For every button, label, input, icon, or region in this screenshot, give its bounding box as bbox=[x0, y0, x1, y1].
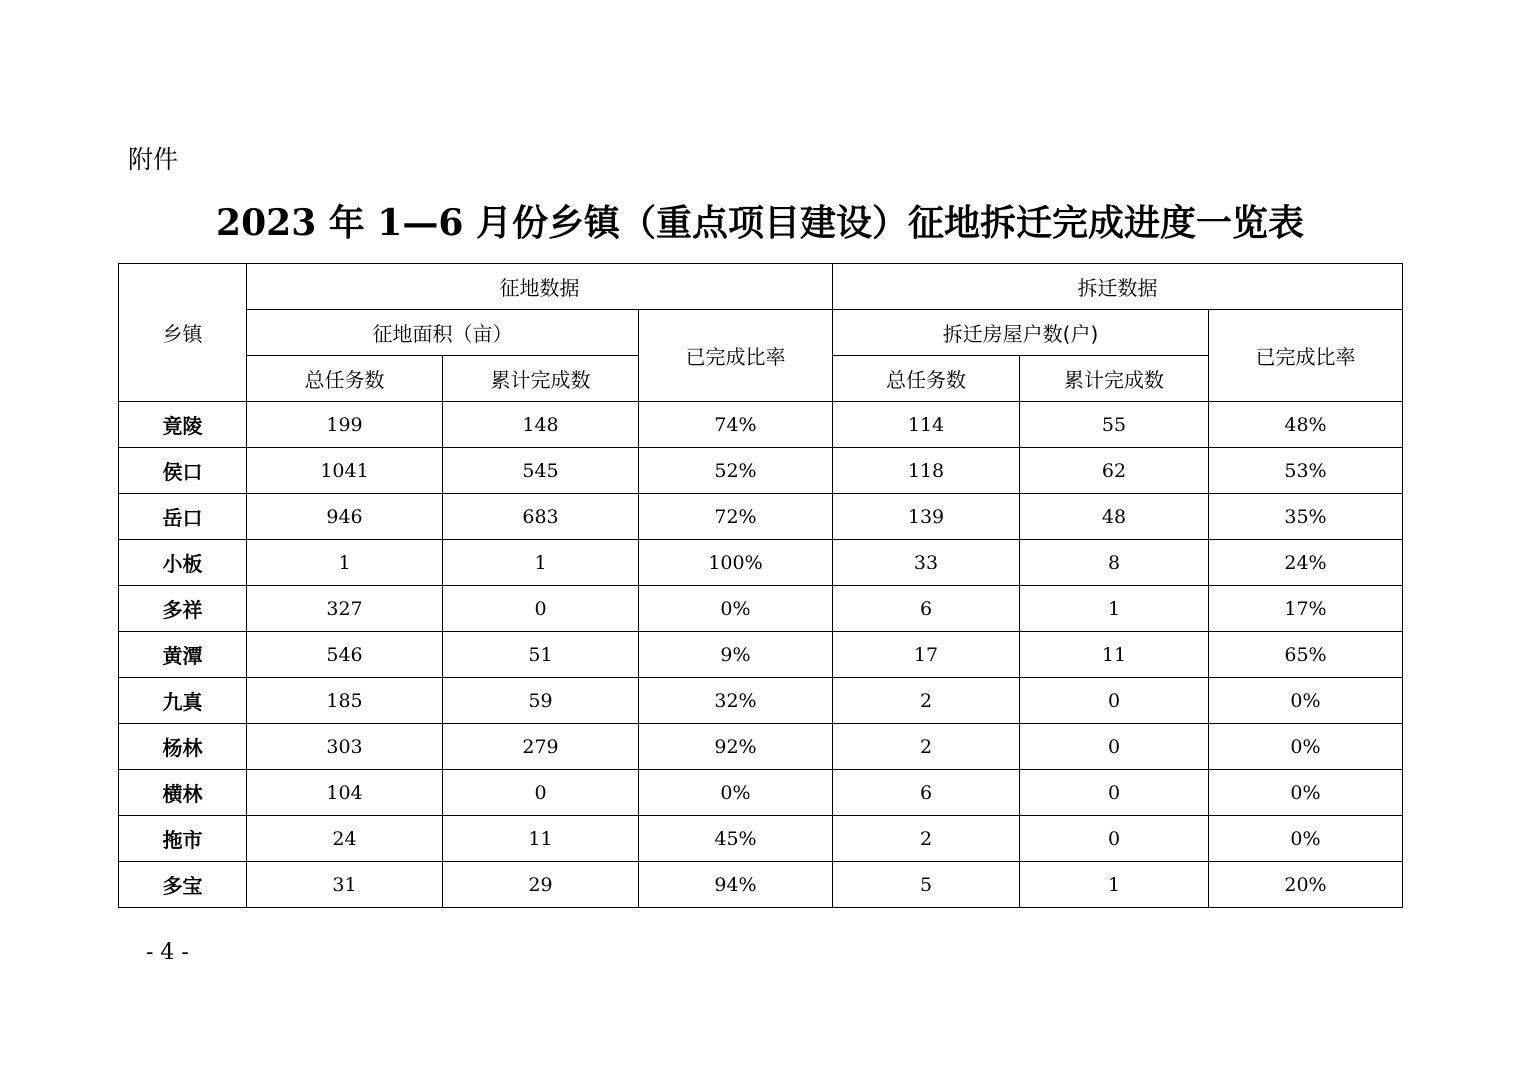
land-rate-cell: 45% bbox=[639, 816, 833, 862]
land-group-header: 征地数据 bbox=[247, 264, 833, 310]
table-row bbox=[119, 632, 1403, 678]
demolition-total-cell: 118 bbox=[833, 448, 1020, 494]
land-done-cell: 279 bbox=[443, 724, 639, 770]
land-area-header: 征地面积（亩） bbox=[247, 310, 639, 356]
land-done-cell: 545 bbox=[443, 448, 639, 494]
town-cell: 横林 bbox=[119, 770, 247, 816]
land-rate-cell: 9% bbox=[639, 632, 833, 678]
document-title: 2023 年 1—6 月份乡镇（重点项目建设）征地拆迁完成进度一览表 bbox=[216, 202, 1304, 244]
land-total-cell: 1041 bbox=[247, 448, 443, 494]
land-total-cell: 104 bbox=[247, 770, 443, 816]
demolition-total-cell: 139 bbox=[833, 494, 1020, 540]
demolition-done-cell: 48 bbox=[1020, 494, 1209, 540]
land-done-cell: 51 bbox=[443, 632, 639, 678]
land-done-cell: 29 bbox=[443, 862, 639, 908]
town-cell: 竟陵 bbox=[119, 402, 247, 448]
land-total-cell: 24 bbox=[247, 816, 443, 862]
demolition-done-cell: 0 bbox=[1020, 770, 1209, 816]
demolition-rate-header: 已完成比率 bbox=[1209, 310, 1403, 402]
demolition-rate-cell: 0% bbox=[1209, 816, 1403, 862]
demolition-total-cell: 2 bbox=[833, 678, 1020, 724]
demolition-done-cell: 0 bbox=[1020, 816, 1209, 862]
table-row bbox=[119, 540, 1403, 586]
land-rate-cell: 100% bbox=[639, 540, 833, 586]
demolition-total-cell: 6 bbox=[833, 586, 1020, 632]
land-total-cell: 303 bbox=[247, 724, 443, 770]
land-done-header: 累计完成数 bbox=[443, 356, 639, 402]
demolition-done-cell: 11 bbox=[1020, 632, 1209, 678]
land-total-cell: 185 bbox=[247, 678, 443, 724]
land-total-cell: 327 bbox=[247, 586, 443, 632]
demolition-done-header: 累计完成数 bbox=[1020, 356, 1209, 402]
table-row bbox=[119, 724, 1403, 770]
land-rate-cell: 0% bbox=[639, 770, 833, 816]
land-rate-cell: 0% bbox=[639, 586, 833, 632]
table-row bbox=[119, 770, 1403, 816]
demolition-rate-cell: 48% bbox=[1209, 402, 1403, 448]
table-row bbox=[119, 586, 1403, 632]
demolition-total-cell: 2 bbox=[833, 816, 1020, 862]
demolition-rate-cell: 0% bbox=[1209, 770, 1403, 816]
land-total-cell: 1 bbox=[247, 540, 443, 586]
land-done-cell: 59 bbox=[443, 678, 639, 724]
land-done-cell: 0 bbox=[443, 770, 639, 816]
town-cell: 黄潭 bbox=[119, 632, 247, 678]
demolition-group-header: 拆迁数据 bbox=[833, 264, 1403, 310]
table-row bbox=[119, 494, 1403, 540]
land-done-cell: 0 bbox=[443, 586, 639, 632]
demolition-rate-cell: 65% bbox=[1209, 632, 1403, 678]
demolition-done-cell: 0 bbox=[1020, 724, 1209, 770]
demolition-done-cell: 8 bbox=[1020, 540, 1209, 586]
town-cell: 岳口 bbox=[119, 494, 247, 540]
town-cell: 多祥 bbox=[119, 586, 247, 632]
attachment-label: 附件 bbox=[128, 145, 179, 174]
table-row bbox=[119, 862, 1403, 908]
demolition-rate-cell: 20% bbox=[1209, 862, 1403, 908]
demolition-done-cell: 55 bbox=[1020, 402, 1209, 448]
land-done-cell: 148 bbox=[443, 402, 639, 448]
town-cell: 侯口 bbox=[119, 448, 247, 494]
demolition-done-cell: 1 bbox=[1020, 586, 1209, 632]
land-rate-cell: 72% bbox=[639, 494, 833, 540]
town-cell: 多宝 bbox=[119, 862, 247, 908]
page-number: - 4 - bbox=[146, 940, 189, 965]
land-total-cell: 946 bbox=[247, 494, 443, 540]
land-rate-cell: 94% bbox=[639, 862, 833, 908]
demolition-rate-cell: 0% bbox=[1209, 678, 1403, 724]
demolition-total-cell: 2 bbox=[833, 724, 1020, 770]
table-row bbox=[119, 402, 1403, 448]
land-rate-cell: 32% bbox=[639, 678, 833, 724]
demolition-done-cell: 1 bbox=[1020, 862, 1209, 908]
land-total-cell: 546 bbox=[247, 632, 443, 678]
land-rate-header: 已完成比率 bbox=[639, 310, 833, 402]
town-header: 乡镇 bbox=[119, 264, 247, 402]
demolition-total-cell: 5 bbox=[833, 862, 1020, 908]
demolition-total-header: 总任务数 bbox=[833, 356, 1020, 402]
demolition-rate-cell: 17% bbox=[1209, 586, 1403, 632]
land-rate-cell: 74% bbox=[639, 402, 833, 448]
header-row-2 bbox=[119, 310, 1403, 356]
demolition-households-header: 拆迁房屋户数(户) bbox=[833, 310, 1209, 356]
table-row bbox=[119, 678, 1403, 724]
table-row bbox=[119, 816, 1403, 862]
land-rate-cell: 92% bbox=[639, 724, 833, 770]
demolition-rate-cell: 24% bbox=[1209, 540, 1403, 586]
town-cell: 九真 bbox=[119, 678, 247, 724]
demolition-done-cell: 62 bbox=[1020, 448, 1209, 494]
land-total-header: 总任务数 bbox=[247, 356, 443, 402]
town-cell: 杨林 bbox=[119, 724, 247, 770]
demolition-total-cell: 17 bbox=[833, 632, 1020, 678]
demolition-done-cell: 0 bbox=[1020, 678, 1209, 724]
town-cell: 拖市 bbox=[119, 816, 247, 862]
demolition-rate-cell: 35% bbox=[1209, 494, 1403, 540]
land-done-cell: 683 bbox=[443, 494, 639, 540]
demolition-rate-cell: 53% bbox=[1209, 448, 1403, 494]
demolition-total-cell: 33 bbox=[833, 540, 1020, 586]
land-total-cell: 199 bbox=[247, 402, 443, 448]
town-cell: 小板 bbox=[119, 540, 247, 586]
land-rate-cell: 52% bbox=[639, 448, 833, 494]
land-done-cell: 11 bbox=[443, 816, 639, 862]
land-done-cell: 1 bbox=[443, 540, 639, 586]
demolition-rate-cell: 0% bbox=[1209, 724, 1403, 770]
demolition-total-cell: 6 bbox=[833, 770, 1020, 816]
header-row-1 bbox=[119, 264, 1403, 310]
progress-table bbox=[118, 263, 1403, 908]
land-total-cell: 31 bbox=[247, 862, 443, 908]
demolition-total-cell: 114 bbox=[833, 402, 1020, 448]
table-row bbox=[119, 448, 1403, 494]
